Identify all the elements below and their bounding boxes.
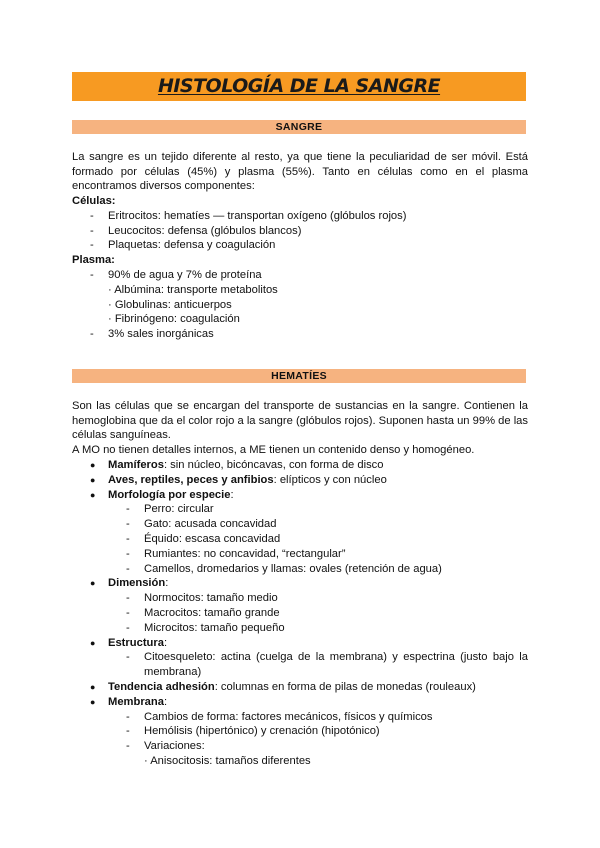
list-item — [72, 458, 528, 473]
dash-marker: - — [90, 209, 94, 222]
list-item — [72, 502, 528, 517]
list-item — [72, 238, 528, 253]
dash-marker: - — [126, 518, 130, 531]
morfologia-rumiantes: Rumiantes: no concavidad, “rectangular” — [144, 547, 346, 560]
list-item — [72, 562, 528, 577]
aves-item — [108, 473, 387, 488]
list-item — [72, 650, 528, 680]
list-item — [72, 473, 528, 488]
dash-marker: - — [90, 239, 94, 252]
hematies-intro-line: células sanguíneas. — [72, 429, 171, 442]
list-item — [72, 724, 528, 739]
membrana-cambios: Cambios de forma: factores mecánicos, físicos y químicos — [144, 710, 433, 723]
dimension-microcitos: Microcitos: tamaño pequeño — [144, 621, 285, 634]
membrana-anisocitosis: · Anisocitosis: tamaños diferentes — [144, 754, 311, 767]
list-item — [72, 695, 528, 710]
list-item — [72, 268, 528, 283]
sangre-intro-line: La sangre es un tejido diferente al resto, ya que tiene la peculiaridad de ser móvil. Está — [72, 151, 528, 163]
list-item — [72, 739, 528, 754]
list-item — [72, 327, 528, 342]
dash-marker: - — [126, 621, 130, 634]
dash-marker: - — [126, 710, 130, 723]
title-banner — [72, 72, 526, 101]
sangre-intro — [72, 150, 528, 194]
list-item — [72, 488, 528, 503]
morfologia-label: Morfología por especie — [108, 488, 231, 501]
dash-marker: - — [90, 224, 94, 237]
dimension-normocitos: Normocitos: tamaño medio — [144, 592, 278, 605]
dash-marker: - — [126, 547, 130, 560]
mamiferos-text: : sin núcleo, bicóncavas, con forma de disco — [163, 459, 384, 471]
dash-marker: - — [126, 651, 130, 664]
celulas-label-row — [72, 194, 528, 209]
plasma-albumina: · Albúmina: transporte metabolitos — [108, 283, 278, 296]
list-item — [72, 576, 528, 591]
list-item — [72, 621, 528, 636]
plasma-agua: 90% de agua y 7% de proteína — [108, 268, 262, 281]
page-title: HISTOLOGÍA DE LA SANGRE — [157, 75, 441, 98]
mamiferos-item — [108, 458, 384, 473]
hematies-intro-line: hemoglobina que da el color rojo a la sangre (glóbulos rojos). Suponen hasta un 99% de las — [72, 414, 528, 427]
membrana-suffix: : — [163, 695, 168, 708]
dash-marker: - — [126, 606, 130, 619]
plasma-label-row — [72, 253, 528, 268]
estructura-suffix: : — [163, 636, 168, 649]
section-heading-sangre-label: SANGRE — [275, 120, 323, 133]
estructura-item — [108, 636, 167, 651]
list-item — [72, 283, 528, 298]
bullet-dot-icon: ● — [90, 696, 96, 707]
morfologia-gato: Gato: acusada concavidad — [144, 518, 277, 531]
dimension-item — [108, 576, 168, 591]
dash-marker: - — [90, 328, 94, 341]
dash-marker: - — [126, 532, 130, 545]
plasma-sales: 3% sales inorgánicas — [108, 328, 214, 341]
list-item — [72, 547, 528, 562]
morfologia-equido: Équido: escasa concavidad — [144, 532, 281, 545]
bullet-dot-icon: ● — [90, 489, 96, 500]
section-heading-sangre — [72, 120, 526, 134]
tendencia-item — [108, 680, 476, 695]
sangre-intro-line: encontramos diversos componentes: — [72, 180, 255, 193]
list-item — [72, 298, 528, 313]
dash-marker: - — [126, 562, 130, 575]
celulas-label: Células: — [72, 195, 116, 207]
list-item — [72, 517, 528, 532]
section-heading-hematies-label: HEMATÍES — [271, 369, 327, 382]
dash-marker: - — [126, 503, 130, 516]
tendencia-text: : columnas en forma de pilas de monedas (rouleaux) — [214, 680, 476, 693]
section-heading-hematies — [72, 369, 526, 383]
dimension-label: Dimensión — [108, 577, 166, 590]
plasma-globulinas: · Globulinas: anticuerpos — [108, 298, 232, 311]
list-item — [72, 680, 528, 695]
morfologia-camellos: Camellos, dromedarios y llamas: ovales (retención de agua) — [144, 562, 442, 575]
membrana-hemolisis: Hemólisis (hipertónico) y crenación (hipotónico) — [144, 725, 380, 738]
dash-marker: - — [90, 268, 94, 281]
dash-marker: - — [126, 740, 130, 753]
mamiferos-label: Mamíferos — [108, 459, 164, 471]
plasma-fibrinogeno: · Fibrinógeno: coagulación — [108, 313, 240, 326]
sangre-intro-line: formado por células (45%) y plasma (55%). Tanto en células como en el plasma — [72, 165, 528, 178]
plasma-label: Plasma: — [72, 254, 115, 267]
hematies-intro — [72, 399, 528, 457]
hematies-intro-line: Son las células que se encargan del transporte de sustancias en la sangre. Contienen la — [72, 400, 528, 412]
bullet-dot-icon: ● — [90, 474, 96, 485]
list-item — [72, 312, 528, 327]
list-item — [72, 710, 528, 725]
bullet-dot-icon: ● — [90, 637, 96, 648]
list-item — [72, 636, 528, 651]
estructura-label: Estructura — [108, 636, 164, 649]
membrana-item — [108, 695, 167, 710]
bullet-dot-icon: ● — [90, 460, 96, 470]
celula-leucocitos: Leucocitos: defensa (glóbulos blancos) — [108, 224, 302, 237]
morfologia-item — [108, 488, 234, 503]
morfologia-suffix: : — [230, 488, 234, 501]
list-item — [72, 209, 528, 224]
celula-eritrocitos: Eritrocitos: hematíes — transportan oxígeno (glóbulos rojos) — [108, 209, 407, 222]
sangre-list — [72, 194, 528, 342]
aves-label: Aves, reptiles, peces y anfibios — [108, 473, 274, 486]
celula-plaquetas: Plaquetas: defensa y coagulación — [108, 239, 276, 252]
membrana-label: Membrana — [108, 695, 164, 708]
list-item — [72, 532, 528, 547]
tendencia-label: Tendencia adhesión — [108, 680, 215, 693]
dash-marker: - — [126, 592, 130, 605]
bullet-dot-icon: ● — [90, 578, 96, 589]
hematies-list — [72, 458, 528, 769]
dimension-suffix: : — [165, 577, 169, 590]
hematies-mo-line: A MO no tienen detalles internos, a ME tienen un contenido denso y homogéneo. — [72, 443, 475, 456]
list-item — [72, 224, 528, 239]
list-item — [72, 754, 528, 769]
list-item — [72, 606, 528, 621]
dash-marker: - — [126, 725, 130, 738]
aves-text: : elípticos y con núcleo — [273, 473, 387, 486]
list-item — [72, 591, 528, 606]
estructura-citoesqueleto: Citoesqueleto: actina (cuelga de la membrana) y espectrina (justo bajo la membrana) — [144, 651, 528, 678]
membrana-variaciones: Variaciones: — [144, 740, 205, 753]
bullet-dot-icon: ● — [90, 681, 96, 692]
dimension-macrocitos: Macrocitos: tamaño grande — [144, 606, 280, 619]
morfologia-perro: Perro: circular — [144, 503, 214, 516]
